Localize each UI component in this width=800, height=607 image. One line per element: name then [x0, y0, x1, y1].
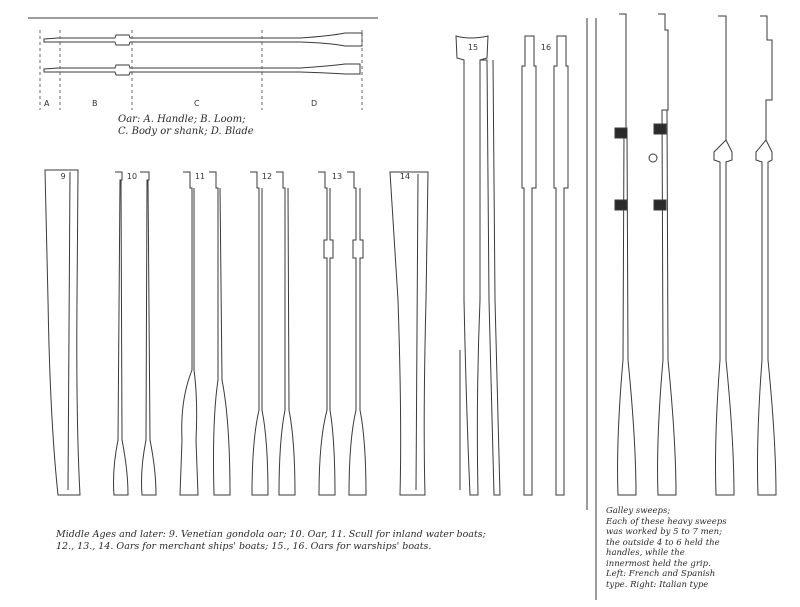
- oar-13: [318, 172, 366, 495]
- oar-number-9: 9: [60, 172, 66, 181]
- oar-number-13: 13: [331, 172, 343, 181]
- part-label-d: D: [311, 99, 318, 108]
- anatomy-caption-line2: C. Body or shank; D. Blade: [118, 126, 254, 137]
- galley-caption-line: Galley sweeps;: [606, 506, 671, 516]
- oar-number-12: 12: [261, 172, 273, 181]
- galley-caption-line: handles, while the: [606, 548, 685, 558]
- oar-9-gondola: [45, 170, 80, 495]
- oar-15: [456, 36, 500, 495]
- oar-12: [250, 172, 295, 495]
- galley-caption-line: Each of these heavy sweeps: [606, 516, 727, 527]
- oar-16: [522, 36, 568, 495]
- oar-number-14: 14: [399, 172, 411, 181]
- oar-types-caption-line2: 12., 13., 14. Oars for merchant ships' boats; 15., 16. Oars for warships' boats.: [56, 541, 432, 552]
- part-label-c: C: [194, 99, 200, 108]
- anatomy-caption-line1: Oar: A. Handle; B. Loom;: [118, 114, 246, 125]
- oar-11-scull: [180, 172, 230, 495]
- anatomy-caption: [118, 114, 328, 138]
- oar-types-caption: [56, 529, 566, 553]
- oar-number-11: 11: [194, 172, 206, 181]
- oar-number-10: 10: [126, 172, 138, 181]
- galley-caption-line: Left: French and Spanish: [606, 569, 716, 579]
- oar-types-caption-line1: Middle Ages and later: 9. Venetian gondola oar; 10. Oar, 11. Scull for inland water boats;: [56, 529, 486, 540]
- galley-caption-line: the outside 4 to 6 held the: [606, 537, 720, 548]
- oar-number-16: 16: [540, 43, 552, 52]
- oar-14: [390, 172, 428, 495]
- oar-10: [114, 172, 157, 495]
- part-label-b: B: [92, 99, 98, 108]
- galley-caption-line: innermost held the grip.: [606, 558, 711, 569]
- oar-number-15: 15: [467, 43, 479, 52]
- galley-caption-line: type. Right: Italian type: [606, 579, 709, 590]
- galley-sweeps-caption: [606, 506, 776, 590]
- galley-sweep-italian: [714, 16, 776, 495]
- anatomy-oar-upper: [44, 33, 362, 46]
- galley-caption-line: was worked by 5 to 7 men;: [606, 527, 723, 537]
- part-label-a: A: [44, 99, 50, 108]
- anatomy-oar-lower: [44, 64, 360, 75]
- galley-sweep-french-spanish: [615, 14, 676, 495]
